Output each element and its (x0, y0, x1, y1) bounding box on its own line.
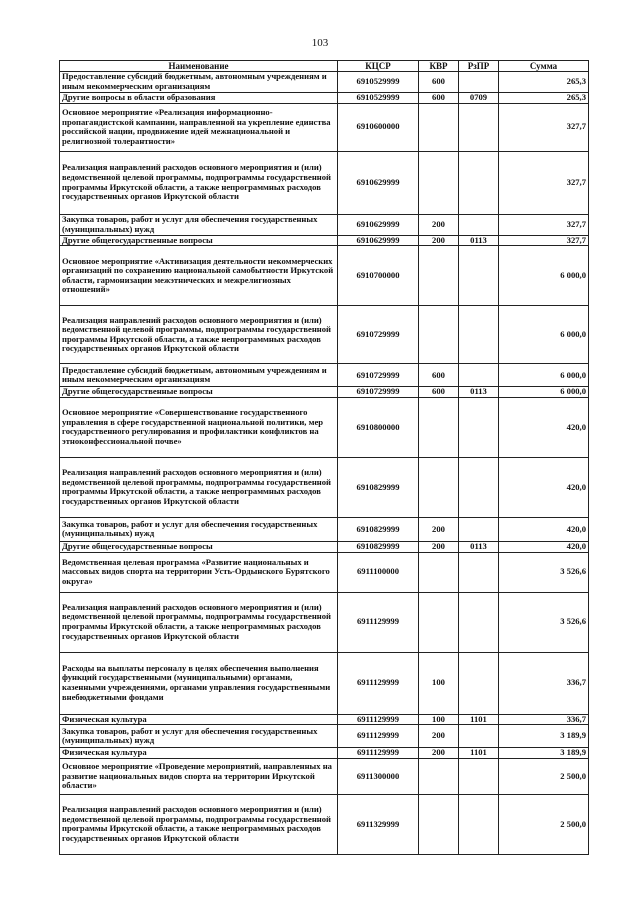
cell-name: Физическая культура (60, 748, 338, 759)
cell-rzpr (459, 246, 499, 306)
cell-name: Предоставление субсидий бюджетным, автономным учреждениям и иным некоммерческим организациям (60, 364, 338, 387)
cell-sum: 327,7 (499, 214, 589, 235)
cell-kvr (419, 151, 459, 214)
header-kcsr: КЦСР (338, 61, 419, 72)
cell-kvr: 200 (419, 214, 459, 235)
table-row (60, 387, 589, 398)
cell-sum: 327,7 (499, 151, 589, 214)
table-header-row (60, 61, 589, 72)
table-row (60, 397, 589, 457)
cell-rzpr (459, 552, 499, 592)
cell-sum: 3 189,9 (499, 748, 589, 759)
cell-sum: 420,0 (499, 397, 589, 457)
cell-name: Закупка товаров, работ и услуг для обеспечения государственных (муниципальных) нужд (60, 517, 338, 541)
cell-name: Реализация направлений расходов основного мероприятия и (или) ведомственной целевой программы, подпрограммы государственной программы Иркутской области, а также непрограммных расходов государственных органов Иркутской области (60, 306, 338, 364)
cell-sum: 420,0 (499, 541, 589, 552)
cell-name: Другие общегосударственные вопросы (60, 541, 338, 552)
cell-name: Реализация направлений расходов основного мероприятия и (или) ведомственной целевой программы, подпрограммы государственной программы Иркутской области, а также непрограммных расходов государственных органов Иркутской области (60, 151, 338, 214)
header-kvr: КВР (419, 61, 459, 72)
cell-name: Закупка товаров, работ и услуг для обеспечения государственных (муниципальных) нужд (60, 214, 338, 235)
cell-rzpr (459, 72, 499, 93)
cell-kcsr: 6911129999 (338, 714, 419, 725)
cell-kcsr: 6910529999 (338, 72, 419, 93)
table-row (60, 151, 589, 214)
cell-sum: 6 000,0 (499, 387, 589, 398)
cell-kcsr: 6911129999 (338, 725, 419, 748)
cell-kcsr: 6911129999 (338, 748, 419, 759)
page-number: 103 (311, 37, 329, 49)
cell-rzpr (459, 758, 499, 794)
cell-rzpr (459, 397, 499, 457)
cell-kvr: 100 (419, 652, 459, 714)
cell-kcsr: 6911329999 (338, 794, 419, 854)
cell-name: Основное мероприятие «Проведение мероприятий, направленных на развитие национальных видов спорта на территории Иркутской области» (60, 758, 338, 794)
table-row (60, 517, 589, 541)
cell-kcsr: 6910600000 (338, 103, 419, 151)
cell-name: Реализация направлений расходов основного мероприятия и (или) ведомственной целевой программы, подпрограммы государственной программы Иркутской области, а также непрограммных расходов государственных органов Иркутской области (60, 592, 338, 652)
table-row (60, 306, 589, 364)
cell-kcsr: 6910829999 (338, 517, 419, 541)
cell-kcsr: 6910629999 (338, 151, 419, 214)
cell-kvr (419, 397, 459, 457)
table-row (60, 652, 589, 714)
cell-kcsr: 6910829999 (338, 541, 419, 552)
cell-kcsr: 6910529999 (338, 93, 419, 104)
table-row (60, 592, 589, 652)
cell-kcsr: 6910729999 (338, 364, 419, 387)
cell-kcsr: 6910829999 (338, 457, 419, 517)
cell-sum: 327,7 (499, 103, 589, 151)
cell-rzpr: 0113 (459, 387, 499, 398)
cell-rzpr (459, 592, 499, 652)
cell-name: Расходы на выплаты персоналу в целях обеспечения выполнения функций государственными (муниципальными) органами, казенными учреждениями, органами управления государственными внебюджетными фондами (60, 652, 338, 714)
cell-kvr (419, 592, 459, 652)
table-row (60, 214, 589, 235)
cell-kcsr: 6910729999 (338, 387, 419, 398)
table-row (60, 72, 589, 93)
header-name: Наименование (60, 61, 338, 72)
cell-name: Закупка товаров, работ и услуг для обеспечения государственных (муниципальных) нужд (60, 725, 338, 748)
cell-kvr (419, 794, 459, 854)
cell-kvr: 600 (419, 72, 459, 93)
cell-kcsr: 6910629999 (338, 235, 419, 246)
table-row (60, 748, 589, 759)
budget-table (59, 60, 589, 855)
cell-kvr: 600 (419, 93, 459, 104)
cell-kvr: 200 (419, 541, 459, 552)
table-row (60, 725, 589, 748)
cell-name: Другие общегосударственные вопросы (60, 235, 338, 246)
cell-sum: 420,0 (499, 517, 589, 541)
cell-rzpr (459, 652, 499, 714)
cell-rzpr (459, 517, 499, 541)
cell-kcsr: 6911129999 (338, 592, 419, 652)
cell-name: Предоставление субсидий бюджетным, автономным учреждениям и иным некоммерческим организациям (60, 72, 338, 93)
cell-sum: 3 526,6 (499, 552, 589, 592)
table-row (60, 794, 589, 854)
cell-kvr: 200 (419, 725, 459, 748)
cell-name: Другие общегосударственные вопросы (60, 387, 338, 398)
cell-kvr: 200 (419, 517, 459, 541)
cell-sum: 6 000,0 (499, 364, 589, 387)
cell-sum: 265,3 (499, 72, 589, 93)
table-row (60, 541, 589, 552)
cell-rzpr: 0709 (459, 93, 499, 104)
cell-name: Физическая культура (60, 714, 338, 725)
cell-rzpr: 1101 (459, 714, 499, 725)
cell-rzpr (459, 214, 499, 235)
cell-name: Основное мероприятие «Реализация информационно-пропагандистской кампании, направленной на укрепление единства российской нации, продвижение идей межнациональной и религиозной толерантности» (60, 103, 338, 151)
cell-kcsr: 6910629999 (338, 214, 419, 235)
cell-kvr: 200 (419, 235, 459, 246)
cell-name: Другие вопросы в области образования (60, 93, 338, 104)
cell-rzpr (459, 103, 499, 151)
cell-sum: 6 000,0 (499, 246, 589, 306)
table-row (60, 364, 589, 387)
cell-kcsr: 6911100000 (338, 552, 419, 592)
table-row (60, 93, 589, 104)
cell-rzpr: 0113 (459, 235, 499, 246)
cell-sum: 3 189,9 (499, 725, 589, 748)
cell-kvr: 600 (419, 364, 459, 387)
cell-sum: 327,7 (499, 235, 589, 246)
cell-kcsr: 6910700000 (338, 246, 419, 306)
cell-rzpr (459, 364, 499, 387)
header-sum: Сумма (499, 61, 589, 72)
cell-rzpr (459, 457, 499, 517)
table-row (60, 714, 589, 725)
cell-rzpr (459, 725, 499, 748)
cell-sum: 2 500,0 (499, 794, 589, 854)
cell-rzpr: 0113 (459, 541, 499, 552)
cell-name: Ведомственная целевая программа «Развитие национальных и массовых видов спорта на территории Усть-Ордынского Бурятского округа» (60, 552, 338, 592)
cell-kcsr: 6910800000 (338, 397, 419, 457)
cell-kvr (419, 246, 459, 306)
table-row (60, 103, 589, 151)
cell-kvr (419, 457, 459, 517)
cell-name: Реализация направлений расходов основного мероприятия и (или) ведомственной целевой программы, подпрограммы государственной программы Иркутской области, а также непрограммных расходов государственных органов Иркутской области (60, 457, 338, 517)
cell-kvr: 100 (419, 714, 459, 725)
table-row (60, 552, 589, 592)
cell-name: Основное мероприятие «Активизация деятельности некоммерческих организаций по сохранению национальной самобытности Иркутской области, гармонизации межэтнических и межрелигиозных отношений» (60, 246, 338, 306)
cell-kvr (419, 552, 459, 592)
cell-kcsr: 6910729999 (338, 306, 419, 364)
table-row (60, 457, 589, 517)
cell-sum: 265,3 (499, 93, 589, 104)
header-rzpr: РзПР (459, 61, 499, 72)
cell-sum: 2 500,0 (499, 758, 589, 794)
cell-name: Основное мероприятие «Совершенствование государственного управления в сфере государственной национальной политики, мер государственного регулирования и профилактики конфликтов на этноконфессиональной почве» (60, 397, 338, 457)
cell-sum: 6 000,0 (499, 306, 589, 364)
table-row (60, 235, 589, 246)
cell-rzpr: 1101 (459, 748, 499, 759)
table-row (60, 246, 589, 306)
cell-sum: 336,7 (499, 652, 589, 714)
cell-sum: 420,0 (499, 457, 589, 517)
cell-kvr (419, 103, 459, 151)
cell-rzpr (459, 151, 499, 214)
cell-kcsr: 6911300000 (338, 758, 419, 794)
cell-rzpr (459, 794, 499, 854)
table-row (60, 758, 589, 794)
cell-kvr (419, 758, 459, 794)
cell-sum: 3 526,6 (499, 592, 589, 652)
cell-sum: 336,7 (499, 714, 589, 725)
cell-rzpr (459, 306, 499, 364)
cell-name: Реализация направлений расходов основного мероприятия и (или) ведомственной целевой программы, подпрограммы государственной программы Иркутской области, а также непрограммных расходов государственных органов Иркутской области (60, 794, 338, 854)
cell-kvr (419, 306, 459, 364)
cell-kvr: 200 (419, 748, 459, 759)
cell-kvr: 600 (419, 387, 459, 398)
cell-kcsr: 6911129999 (338, 652, 419, 714)
